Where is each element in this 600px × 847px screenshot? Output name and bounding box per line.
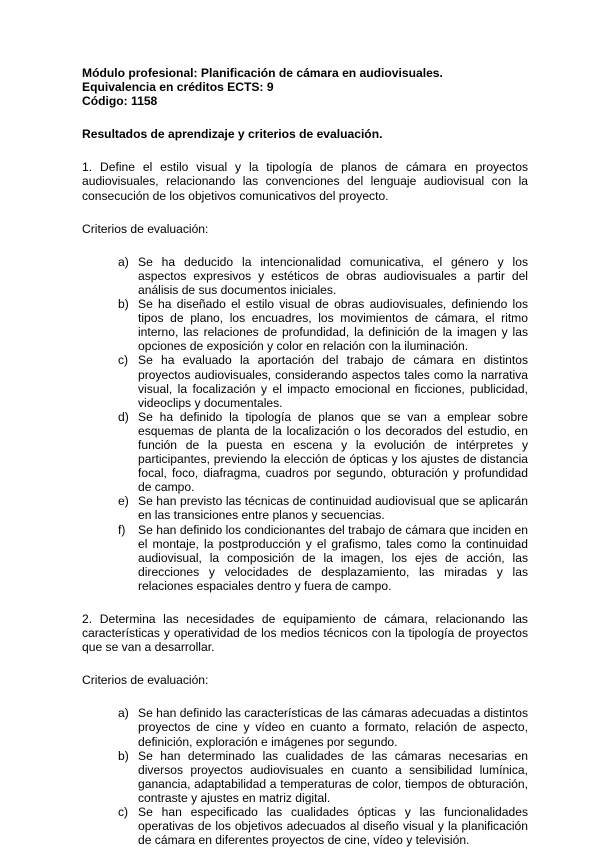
document-page bbox=[82, 66, 528, 847]
item-text: Se ha evaluado la aportación del trabajo de cámara en distintos proyectos audiovisuales, considerando aspectos tales como la narrativa visual, la focalización y el impacto emocional en ficciones, publicidad, videoclips y documentales. bbox=[138, 353, 528, 410]
item-text: Se ha definido la tipología de planos que se van a emplear sobre esquemas de planta de la localización o los decorados del estudio, en función de la puesta en escena y la evolución de intérpretes y participantes, previendo la elección de ópticas y los ajustes de distancia focal, foco, diafragma, cuadros por segundo, obturación y profundidad de campo. bbox=[138, 409, 528, 495]
learning-result-2 bbox=[82, 612, 528, 654]
module-code: Código: 1158 bbox=[82, 94, 158, 109]
list-item bbox=[82, 706, 528, 748]
result-number: 1. bbox=[82, 160, 93, 175]
item-letter: b) bbox=[118, 297, 129, 312]
list-item bbox=[82, 494, 528, 522]
criteria-list-1 bbox=[82, 255, 528, 593]
item-text: Se han previsto las técnicas de continuidad audiovisual que se aplicarán en las transiciones entre planos y secuencias. bbox=[138, 494, 528, 523]
criteria-label: Criterios de evaluación: bbox=[82, 221, 209, 236]
result-text: Determina las necesidades de equipamiento de cámara, relacionando las características y operatividad de los medios técnicos con la tipología de proyectos que se van a desarrollar. bbox=[82, 612, 528, 655]
learning-result-1 bbox=[82, 160, 528, 202]
list-item bbox=[82, 523, 528, 593]
item-letter: a) bbox=[118, 254, 129, 269]
result-text: Define el estilo visual y la tipología de planos de cámara en proyectos audiovisuales, relacionando las convenciones del lenguaje audiovisual con la consecución de los objetivos comunicativos del proyecto. bbox=[82, 160, 528, 203]
item-text: Se han especificado las cualidades ópticas y las funcionalidades operativas de los objetivos adecuados al diseño visual y la planificación de cámara en diferentes proyectos de cine, vídeo y televisión. bbox=[138, 805, 528, 847]
document-header bbox=[82, 66, 528, 108]
criteria-label: Criterios de evaluación: bbox=[82, 673, 209, 688]
list-item bbox=[82, 410, 528, 495]
item-letter: e) bbox=[118, 494, 129, 509]
module-title: Módulo profesional: Planificación de cámara en audiovisuales. bbox=[82, 66, 443, 80]
item-text: Se han definido las características de las cámaras adecuadas a distintos proyectos de cine y vídeo en cuanto a formato, relación de aspecto, definición, exploración e imágenes por segundo. bbox=[138, 706, 528, 749]
criteria-list-2 bbox=[82, 706, 528, 847]
item-letter: c) bbox=[118, 353, 129, 368]
list-item bbox=[82, 749, 528, 805]
list-item bbox=[82, 805, 528, 847]
list-item bbox=[82, 353, 528, 409]
item-letter: c) bbox=[118, 805, 129, 820]
item-text: Se han determinado las cualidades de las cámaras necesarias en diversos proyectos audiovisuales en cuanto a sensibilidad lumínica, ganancia, adaptabilidad a temperaturas de color, tiempos de obturación, contraste y ajustes en matriz digital. bbox=[138, 748, 528, 805]
item-text: Se han definido los condicionantes del trabajo de cámara que inciden en el montaje, la postproducción y el grafismo, tales como la continuidad audiovisual, la composición de la imagen, los ejes de acción, las direcciones y velocidades de desplazamiento, las miradas y las relaciones espaciales dentro y fuera de campo. bbox=[138, 522, 528, 593]
item-text: Se ha deducido la intencionalidad comunicativa, el género y los aspectos expresivos y estéticos de obras audiovisuales a partir del análisis de sus documentos iniciales. bbox=[138, 254, 528, 297]
item-letter: f) bbox=[118, 522, 126, 537]
item-letter: a) bbox=[118, 706, 129, 721]
item-text: Se ha diseñado el estilo visual de obras audiovisuales, definiendo los tipos de plano, los encuadres, los movimientos de cámara, el ritmo interno, las relaciones de profundidad, la definición de la imagen y las opciones de exposición y color en relación con la iluminación. bbox=[138, 297, 528, 354]
result-number: 2. bbox=[82, 612, 93, 626]
list-item bbox=[82, 255, 528, 297]
item-letter: d) bbox=[118, 409, 129, 424]
item-letter: b) bbox=[118, 748, 129, 763]
ects-credits: Equivalencia en créditos ECTS: 9 bbox=[82, 80, 274, 95]
section-title: Resultados de aprendizaje y criterios de evaluación. bbox=[82, 127, 383, 142]
list-item bbox=[82, 297, 528, 353]
